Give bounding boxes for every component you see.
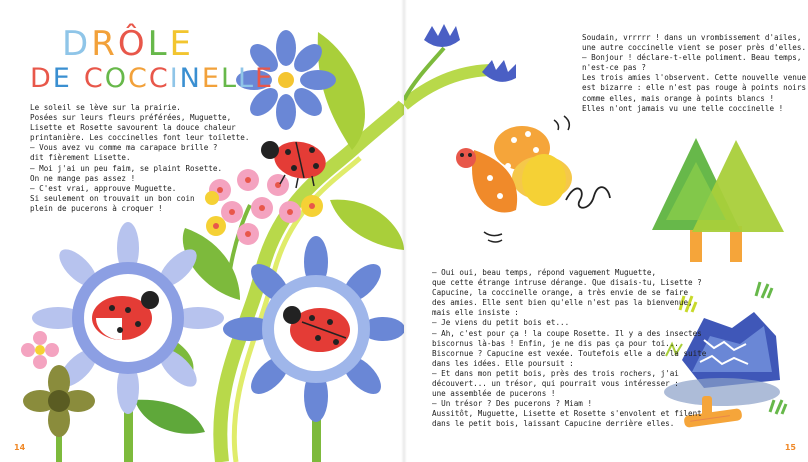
title-letter: L (220, 63, 238, 94)
text-line: Posées sur leurs fleurs préférées, Muguette, (30, 113, 232, 123)
page-number-right: 15 (784, 443, 796, 452)
title-letter: N (179, 63, 202, 94)
title-letter: C (148, 63, 170, 94)
stem-continuation (404, 70, 494, 105)
title-letter: E (169, 24, 195, 64)
title-line-2 (30, 63, 274, 94)
text-line: dit fièrement Lisette. (30, 153, 131, 163)
text-line: – C'est vrai, approuve Muguette. (30, 183, 177, 193)
leaf-top (318, 32, 365, 150)
text-line: – Oui oui, beau temps, répond vaguement Muguette, (432, 268, 657, 277)
text-line: biscornus là-bas ! Enfin, je ne dis pas ça pour toi... (432, 338, 679, 348)
title-line-1 (62, 24, 194, 64)
left-story-text (30, 103, 249, 214)
text-line: – Moi j'ai un peu faim, se plaint Rosette. (30, 163, 223, 173)
title-letter: E (201, 63, 221, 94)
trees (652, 138, 784, 262)
text-line: que cette étrange intruse dérange. Que disais-tu, Lisette ? (432, 278, 702, 288)
text-line: – Vous avez vu comme ma carapace brille ? (30, 143, 218, 153)
text-line: – Je viens du petit bois et... (432, 318, 570, 328)
text-line: – Ah, c'est pour ça ! la coupe Rosette. Il y a des insectes (432, 328, 702, 338)
text-line: Elles n'ont jamais vu une telle coccinelle ! (582, 103, 784, 113)
text-line: dans les idées. Elle poursuit : (432, 358, 574, 368)
text-line: dans le petit bois, laissant Capucine derrière elles. (432, 419, 675, 429)
right-bottom-story-text (432, 268, 706, 430)
text-line: une autre coccinelle vient se poser près d'elles. (582, 43, 807, 53)
title-letter: L (237, 63, 256, 94)
text-line: comme elles, mais orange à points blancs ! (582, 93, 775, 103)
title-letter: O (104, 63, 128, 94)
text-line: une assemblée de pucerons ! (432, 389, 556, 399)
text-line: Biscornue ? Capucine est vexée. Toutefois elle a de la suite (432, 348, 707, 358)
leaf-bottom (135, 400, 205, 434)
title-letter: L (147, 24, 170, 64)
text-line: découvert... un trésor, qui pourrait vous intéresser : (432, 379, 679, 389)
olive-flower (23, 365, 95, 462)
text-line: Aussitôt, Muguette, Lisette et Rosette s'envolent et filent (432, 409, 702, 419)
text-line: – Et dans mon petit bois, près des trois rochers, j'ai (432, 368, 679, 378)
text-line: n'est-ce pas ? (582, 63, 647, 73)
title-letter: C (127, 63, 149, 94)
text-line: plein de pucerons à croquer ! (30, 203, 163, 213)
title-letter: I (169, 63, 180, 94)
text-line: printanière. Les coccinelles font leur toilette. (30, 133, 250, 143)
right-top-story-text (582, 33, 806, 114)
title-letter: D (62, 24, 92, 64)
text-line: Soudain, vrrrrr ! dans un vrombissement d'ailes, (582, 33, 802, 42)
text-line: Lisette et Rosette savourent la douce chaleur (30, 123, 236, 133)
small-pink-flower (21, 331, 59, 369)
text-line: Si seulement on trouvait un bon coin (30, 193, 195, 203)
orange-ladybug (456, 116, 610, 242)
title-letter: D (30, 63, 53, 94)
text-line: des amies. Elle sent bien qu'elle n'est pas la bienvenue, (432, 298, 693, 308)
text-line: On ne mange pas assez ! (30, 173, 136, 183)
text-line: – Un trésor ? Des pucerons ? Miam ! (432, 399, 593, 409)
text-line: mais elle insiste : (432, 308, 519, 318)
right-page (404, 0, 808, 462)
title-letter: E (52, 63, 72, 94)
title-letter: Ô (117, 24, 148, 64)
title-letter: R (91, 24, 118, 64)
text-line: Le soleil se lève sur la prairie. (30, 103, 181, 112)
text-line: est bizarre : elle n'est pas rouge à points noirs (582, 83, 807, 93)
text-line: Capucine, la coccinelle orange, a très envie de se faire (432, 288, 689, 298)
leaf-right (330, 200, 404, 250)
text-line: Les trois amies l'observent. Cette nouvelle venue (582, 73, 807, 83)
title-letter: C (83, 63, 105, 94)
text-line: – Bonjour ! déclare-t-elle poliment. Beau temps, (582, 53, 802, 63)
title-letter: E (255, 63, 275, 94)
page-number-left: 14 (14, 443, 26, 452)
